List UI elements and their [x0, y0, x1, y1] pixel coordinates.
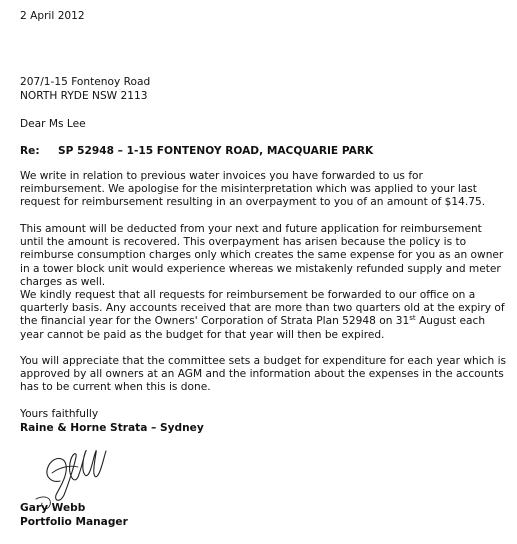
paragraph-2-text: This amount will be deducted from your next and future application for reimbursement until the amount is recovered. This overpayment has arisen because the policy is to reimburse consumption charges only which creates the same expense for you as an owner in a tower block unit would experience whereas we mistakenly refunded supply and meter charges as well.: [20, 223, 504, 288]
signatory-name: Gary Webb: [20, 502, 86, 514]
salutation: Dear Ms Lee: [20, 118, 86, 130]
paragraph-1: [20, 170, 508, 210]
paragraph-3-after: August each year cannot be paid as the budget for that year will then be expired.: [20, 315, 486, 341]
paragraph-4: [20, 355, 508, 395]
company-name: Raine & Horne Strata – Sydney: [20, 422, 204, 434]
paragraph-3-text: [20, 289, 508, 342]
paragraph-2: [20, 223, 508, 289]
signatory-title: Portfolio Manager: [20, 516, 128, 528]
paragraph-3-superscript: st: [409, 314, 416, 323]
letter-date: 2 April 2012: [20, 10, 85, 22]
address-line-1: 207/1-15 Fontenoy Road: [20, 76, 151, 88]
subject-label: Re:: [20, 145, 40, 157]
paragraph-4-text: You will appreciate that the committee sets a budget for expenditure for each year which is approved by all owners at an AGM and the information about the expenses in the accounts has to be current when this is done.: [20, 355, 507, 394]
letter: [20, 0, 510, 544]
subject-text: SP 52948 – 1-15 FONTENOY ROAD, MACQUARIE PARK: [58, 145, 374, 157]
closing: Yours faithfully: [20, 408, 99, 420]
address-line-2: NORTH RYDE NSW 2113: [20, 90, 148, 102]
paragraph-1-text: We write in relation to previous water invoices you have forwarded to us for reimbursement. We apologise for the misinterpretation which was applied to your last request for reimbursement resulting in an overpayment to you of an amount of $14.75.: [20, 170, 486, 209]
paragraph-3: [20, 289, 508, 342]
subject-line: [20, 145, 373, 158]
paragraph-3-before: We kindly request that all requests for reimbursement be forwarded to our office on a quarterly basis. Any accounts received that are more than two quarters old at the expiry of the financial year for the Owners' Corporation of Strata Plan 52948 on 31: [20, 289, 505, 328]
